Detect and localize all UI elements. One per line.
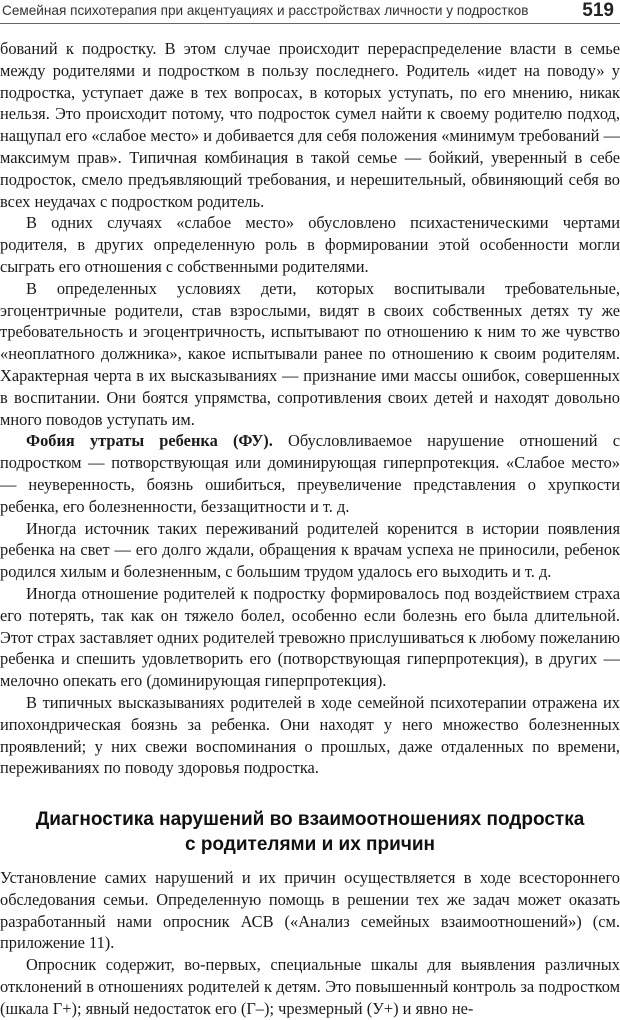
term-heading: Фобия утраты ребенка (ФУ). [26,431,273,451]
section-heading-line: с родителями и их причин [184,834,436,856]
header-rule [0,23,620,24]
paragraph: Опросник содержит, во-первых, специальные шкалы для выявления различных отклонений в отношениях родителей к детям. Это повышенный контроль за подростком (шкала Г+); явный недостаток его (Г–); чрезмерный (У+) и явно не- [0,955,620,1018]
running-header [0,0,620,26]
paragraph: Установление самих нарушений и их причин осуществляется в ходе всестороннего обследования семьи. Определенную помощь в решении тех же задач может оказать разработанный нами опросник АСВ («Анализ семейных взаимоотношений») (см. приложение 11). [0,868,620,953]
paragraph: Иногда источник таких переживаний родителей коренится в истории появления ребенка на свет — его долго ждали, обращения к врачам успеха не приносили, ребенок родился хилым и болезненным, с большим трудом удалось его выходить и т. д. [0,518,620,582]
page-body [0,38,620,1020]
paragraph-text: Обусловливаемое нарушение отношений с подростком — потворствующая или доминирующая гиперпротекция. «Слабое место» — неуверенность, боязнь ошибиться, преувеличение представления о хрупкости ребенка, его болезненности, беззащитности и т. д. [0,431,620,516]
paragraph: В определенных условиях дети, которых воспитывали требовательные, эгоцентричные родители, став взрослыми, видят в своих собственных детях ту же требовательность и эгоцентричность, испытывают по отношению к ним то же чувство «неоплатного должника», какое испытывали ранее по отношению к своим родителям. Характерная черта в их высказываниях — признание ими массы ошибок, совершенных в воспитании. Они боятся упрямства, сопротивления своих детей и находят довольно много поводов уступать им. [0,278,620,429]
paragraph: В одних случаях «слабое место» обусловлено психастеническими чертами родителя, в других определенную роль в формировании этой особенности могли сыграть его отношения с собственными родителями. [0,213,620,276]
page-number: 519 [582,0,614,21]
running-head-title: Семейная психотерапия при акцентуациях и расстройствах личности у подростков [2,3,529,18]
section-heading-line: Диагностика нарушений во взаимоотношениях подростка [35,809,585,831]
paragraph: В типичных высказываниях родителей в ходе семейной психотерапии отражена их ипохондрическая боязнь за ребенка. Они находят у него множество болезненных проявлений; у них свежи воспоминания о прошлых, даже отдаленных по времени, переживаниях по поводу здоровья подростка. [0,692,620,778]
paragraph: бований к подростку. В этом случае происходит перераспределение власти в семье между родителями и подростком в пользу последнего. Родитель «идет на поводу» у подростка, уступает даже в тех вопросах, в которых уступать, по его мнению, никак нельзя. Это происходит потому, что подросток сумел найти к своему родителю подход, нащупал его «слабое место» и добивается для себя положения «минимум требований — максимум прав». Типичная комбинация в такой семье — бойкий, уверенный в себе подросток, смело предъявляющий требования, и нерешительный, обвиняющий себя во всех неудачах с подростком родитель. [0,39,620,211]
paragraph: Иногда отношение родителей к подростку формировалось под воздействием страха его потерять, так как он тяжело болел, особенно если болезнь его была длительной. Этот страх заставляет одних родителей тревожно прислушиваться к любому пожеланию ребенка и спешить удовлетворить его (потворствующая гиперпротекция), в других — мелочно опекать его (доминирующая гиперпротекция). [0,583,620,691]
section-heading [0,807,620,857]
paragraph [0,430,620,517]
